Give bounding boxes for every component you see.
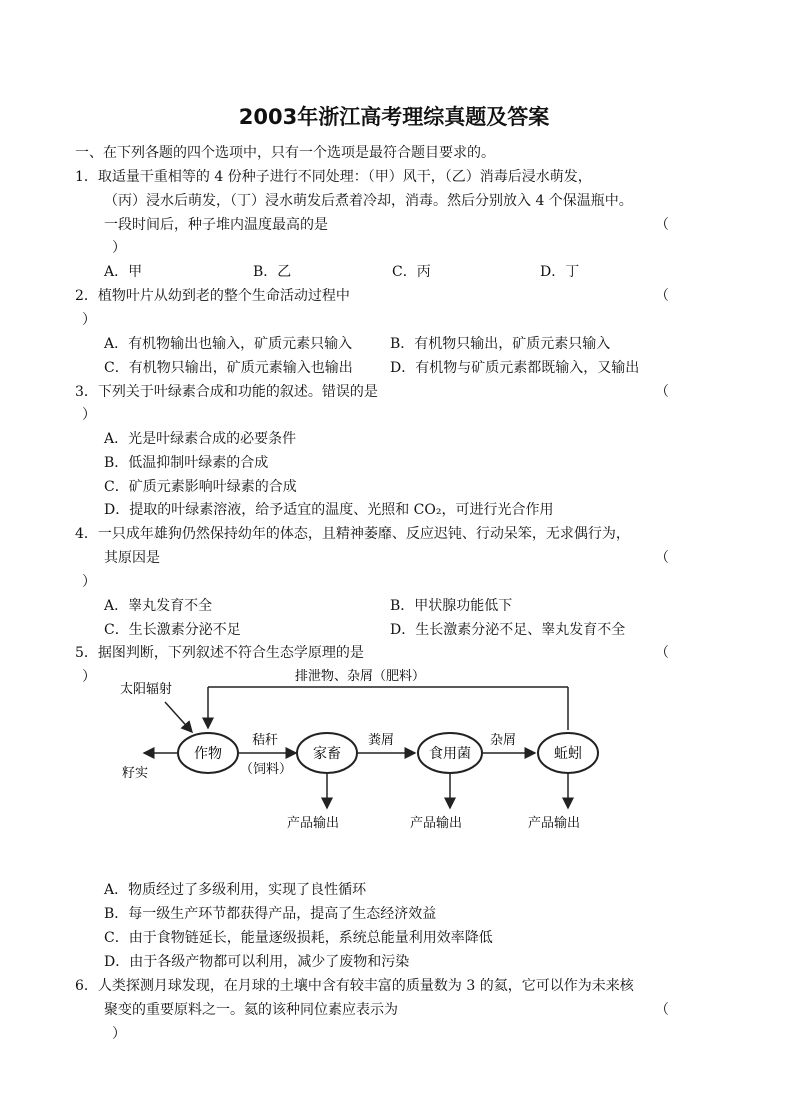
question-6-paren-close: ） [112,1026,126,1042]
question-2-option-c: C．有机物只输出，矿质元素输入也输出 [104,360,353,376]
question-3-option-d: D．提取的叶绿素溶液，给予适宜的温度、光照和 CO₂，可进行光合作用 [104,502,554,518]
page-title: 2003年浙江高考理综真题及答案 [238,105,550,129]
question-3-option-b: B．低温抑制叶绿素的合成 [104,455,269,471]
question-1-option-c: C．丙 [392,264,431,280]
feed-label: （饲料） [240,762,293,777]
question-4-line-1: 4．一只成年雄狗仍然保持幼年的体态，且精神萎靡、反应迟钝、行动呆笨，无求偶行为， [75,526,630,542]
seed-label: 籽实 [122,766,149,781]
question-5-option-d: D．由于各级产物都可以利用，减少了废物和污染 [104,954,410,970]
earthworm-label: 蚯蚓 [554,746,582,762]
question-3-line-1: 3．下列关于叶绿素合成和功能的叙述。错误的是 [75,384,378,400]
question-6-line-1: 6．人类探测月球发现，在月球的土壤中含有较丰富的质量数为 3 的氦，它可以作为未来核 [75,978,634,994]
question-4-paren-open: （ [655,550,669,566]
livestock-output-label: 产品输出 [287,816,340,831]
question-1-line-2: （丙）浸水后萌发，（丁）浸水萌发后煮着冷却，消毒。然后分别放入 4 个保温瓶中。 [104,193,633,209]
question-4-paren-close: ） [82,574,96,590]
question-5-option-c: C．由于食物链延长，能量逐级损耗，系统总能量利用效率降低 [104,930,493,946]
question-4-line-2: 其原因是 [104,550,160,566]
question-2-paren-close: ） [82,312,96,328]
question-2-option-d: D．有机物与矿质元素都既输入，又输出 [390,360,640,376]
section-heading: 一、在下列各题的四个选项中，只有一个选项是最符合题目要求的。 [75,145,495,161]
question-1-paren-close: ） [112,240,126,256]
question-6-paren-open: （ [655,1002,669,1018]
sun-label: 太阳辐射 [120,682,173,697]
question-1-line-3: 一段时间后，种子堆内温度最高的是 [104,217,328,233]
question-1-line-1: 1．取适量干重相等的 4 份种子进行不同处理：（甲）风干，（乙）消毒后浸水萌发， [75,169,592,185]
earthworm-output-label: 产品输出 [528,816,581,831]
question-5-paren-open: （ [655,645,669,661]
question-5-option-a: A．物质经过了多级利用，实现了良性循环 [104,882,367,898]
question-4-option-d: D．生长激素分泌不足、睾丸发育不全 [390,622,626,638]
question-5-line-1: 5．据图判断，下列叙述不符合生态学原理的是 [75,645,364,661]
question-3-option-a: A．光是叶绿素合成的必要条件 [104,431,297,447]
fungus-label: 食用菌 [429,746,471,762]
ecosystem-flow-diagram [110,660,630,845]
fungus-output-label: 产品输出 [410,816,463,831]
sun-arrow [165,702,192,732]
question-1-option-b: B．乙 [253,264,292,280]
question-1-option-a: A．甲 [104,264,143,280]
question-4-option-b: B．甲状腺功能低下 [390,598,513,614]
fertilizer-label: 排泄物、杂屑（肥料） [295,669,426,684]
question-6-line-2: 聚变的重要原料之一。氦的该种同位素应表示为 [104,1002,398,1018]
question-3-option-c: C．矿质元素影响叶绿素的合成 [104,479,297,495]
livestock-label: 家畜 [313,746,341,762]
residue-label: 杂屑 [490,733,517,748]
crop-label: 作物 [194,746,222,762]
question-2-line-1: 2．植物叶片从幼到老的整个生命活动过程中 [75,288,350,304]
question-2-option-b: B．有机物只输出，矿质元素只输入 [390,336,611,352]
question-4-option-a: A．睾丸发育不全 [104,598,213,614]
question-4-option-c: C．生长激素分泌不足 [104,622,241,638]
question-1-option-d: D．丁 [540,264,580,280]
question-3-paren-close: ） [82,407,96,423]
question-2-option-a: A．有机物输出也输入，矿质元素只输入 [104,336,353,352]
question-3-paren-open: （ [655,384,669,400]
straw-label: 秸秆 [252,733,279,748]
question-1-paren-open: （ [655,217,669,233]
question-2-paren-open: （ [655,288,669,304]
question-5-option-b: B．每一级生产环节都获得产品，提高了生态经济效益 [104,906,437,922]
dung-label: 粪屑 [368,733,395,748]
question-5-paren-close: ） [82,669,96,685]
